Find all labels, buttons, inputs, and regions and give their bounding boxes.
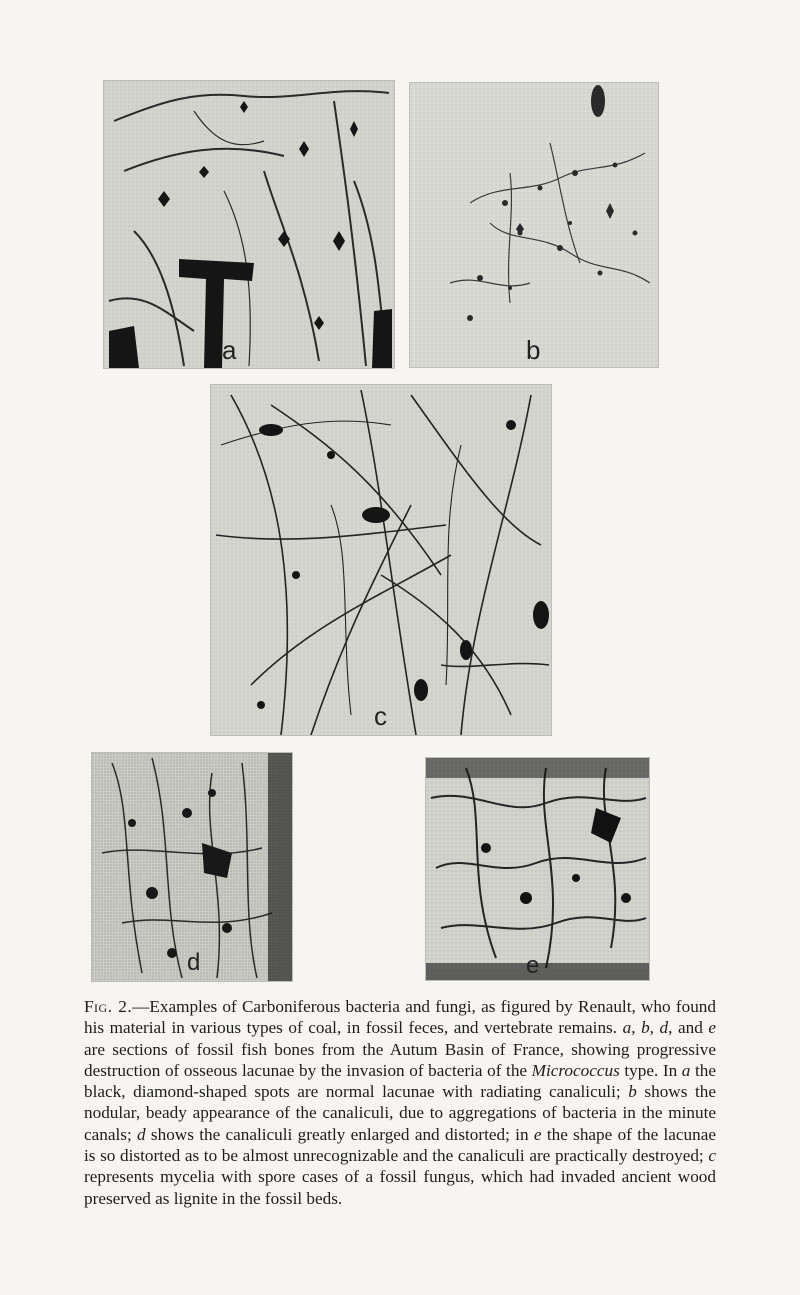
caption-segment: are sections of fossil fish bones from the Autum Basin of France, showing progressive destruction of osseous lacunae by the invasion of bacteria of the <box>84 1039 716 1080</box>
caption-dash: — <box>132 997 150 1016</box>
caption-segment: c <box>708 1146 716 1166</box>
caption-segment: type. In <box>619 1060 682 1080</box>
panel-c-micrograph <box>211 385 551 735</box>
caption-segment: shows the canaliculi greatly enlarged and distorted; in <box>145 1124 534 1144</box>
caption-segment: , and <box>668 1018 709 1038</box>
figure-panel-a <box>103 80 395 369</box>
caption-segment: e <box>708 1018 717 1038</box>
caption-segment: Micrococcus <box>531 1060 620 1080</box>
panel-d-micrograph <box>92 753 292 981</box>
caption-segment: Examples of Carboniferous bacteria and fungi, as figured by Renault, who found his material in various types of coal, in fossil feces, and vertebrate remains. <box>84 997 716 1038</box>
caption-segment: a <box>622 1018 632 1038</box>
figure-caption <box>84 996 716 1209</box>
caption-segment: the black, diamond-shaped spots are normal lacunae with radiating canaliculi; <box>84 1060 716 1102</box>
panel-a-micrograph <box>104 81 394 368</box>
panel-label-e: e <box>526 952 540 979</box>
figure-panel-d <box>91 752 293 982</box>
figure-panel-e <box>425 757 650 981</box>
caption-segment: , <box>649 1018 660 1038</box>
panel-label-d: d <box>187 949 201 976</box>
caption-segment: shows the nodular, beady appearance of the canaliculi, due to aggregations of bacteria in the minute canals; <box>84 1082 716 1144</box>
caption-segment: d <box>659 1018 669 1038</box>
caption-segment: e <box>533 1124 542 1144</box>
caption-figure-label: Fig. 2. <box>84 997 133 1016</box>
caption-segment: the shape of the lacunae is so distorted as to be almost unrecognizable and the canaliculi are practically destroyed; <box>84 1124 716 1166</box>
panel-label-c: c <box>374 701 387 731</box>
panel-label-b: b <box>526 335 541 365</box>
caption-segment: represents mycelia with spore cases of a fossil fungus, which had invaded ancient wood preserved as lignite in the fossil beds. <box>84 1167 716 1208</box>
figure-panel-b <box>409 82 659 368</box>
panel-label-a: a <box>222 335 237 365</box>
caption-segment: a <box>681 1060 691 1080</box>
figure-panel-c <box>210 384 552 736</box>
panel-b-micrograph <box>410 83 658 367</box>
caption-segment: , <box>631 1018 642 1038</box>
caption-segment: b <box>641 1018 650 1038</box>
caption-body <box>84 997 716 1208</box>
panel-e-micrograph <box>426 758 649 980</box>
caption-segment: b <box>628 1082 637 1102</box>
caption-segment: d <box>137 1124 146 1144</box>
